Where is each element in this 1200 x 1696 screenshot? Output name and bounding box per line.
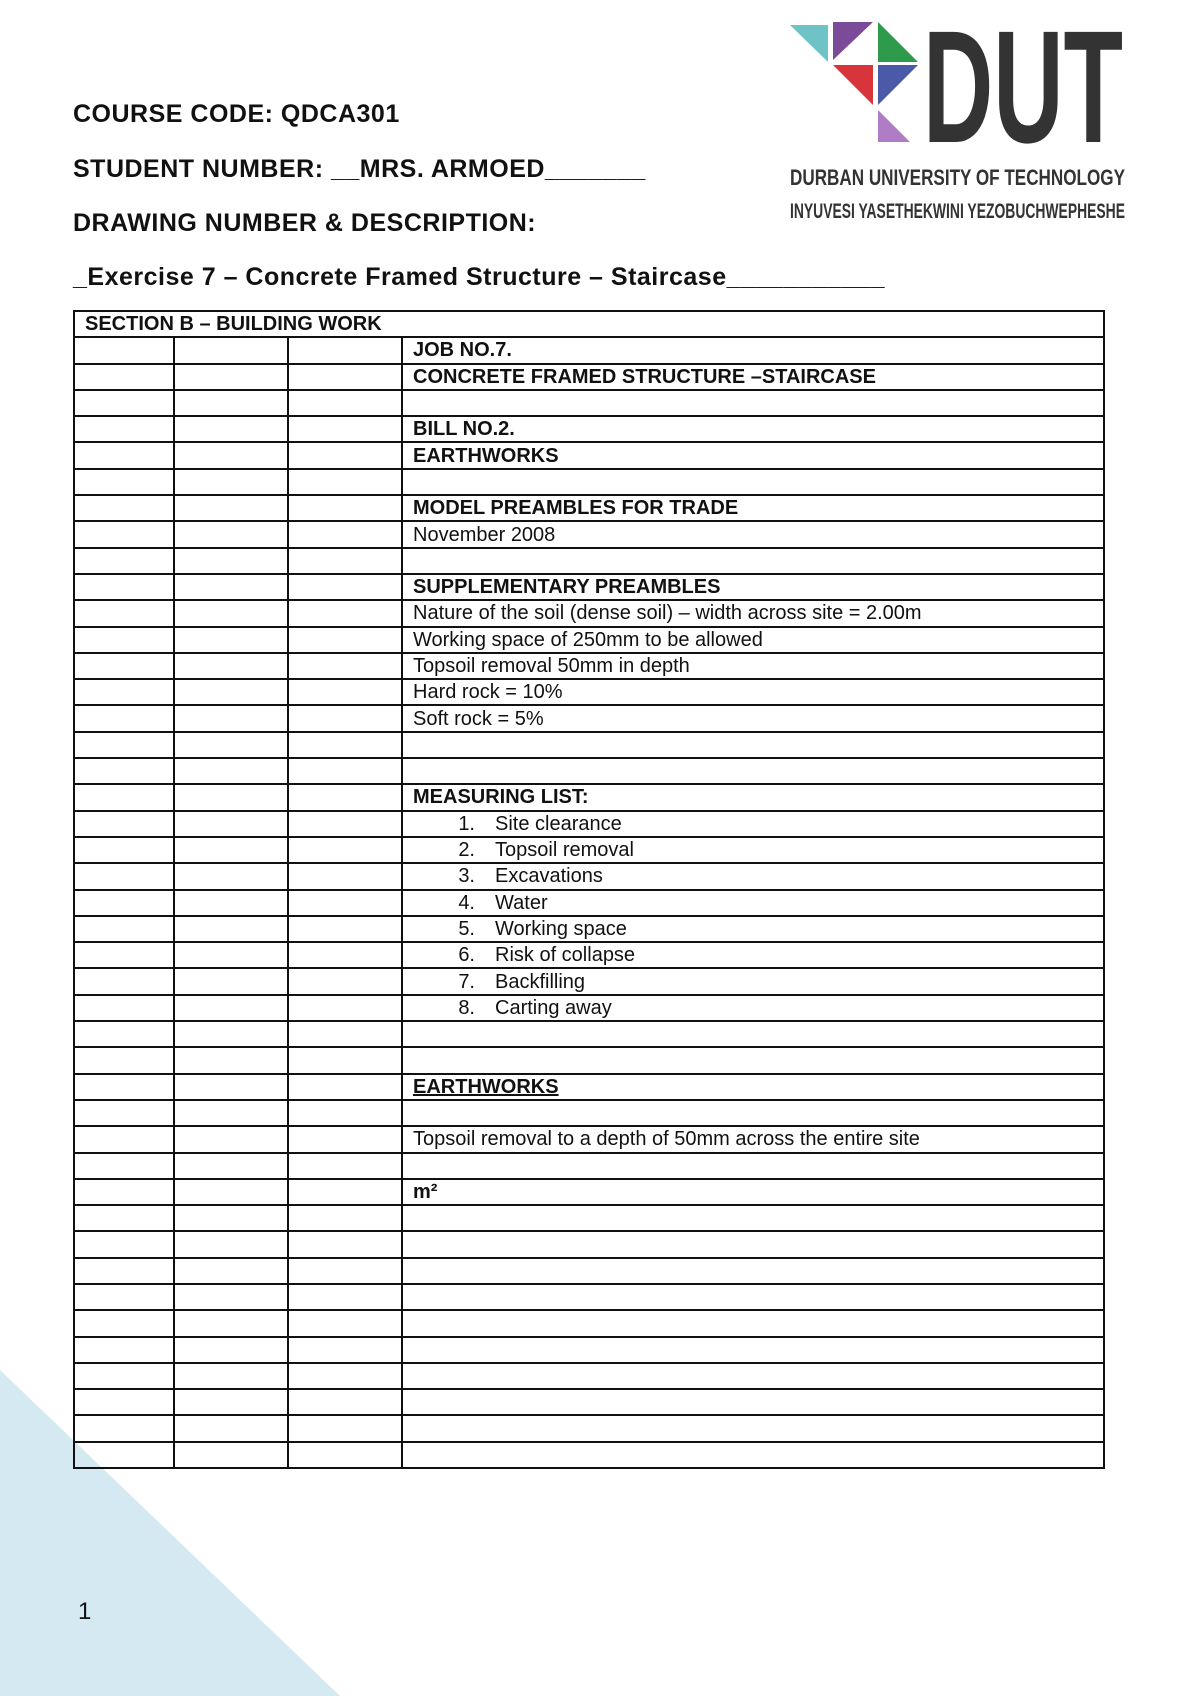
blank-cell bbox=[74, 679, 174, 705]
table-row bbox=[74, 732, 1104, 758]
drawing-label: DRAWING NUMBER & DESCRIPTION: bbox=[73, 209, 537, 237]
description-cell: EARTHWORKS bbox=[402, 442, 1104, 468]
blank-cell bbox=[74, 1389, 174, 1415]
blank-cell bbox=[288, 495, 402, 521]
blank-cell bbox=[174, 1153, 288, 1179]
description-cell: Hard rock = 10% bbox=[402, 679, 1104, 705]
blank-cell bbox=[174, 1021, 288, 1047]
blank-cell bbox=[74, 653, 174, 679]
blank-cell bbox=[288, 995, 402, 1021]
description-cell bbox=[402, 1337, 1104, 1363]
table-row bbox=[74, 890, 1104, 916]
description-cell bbox=[402, 942, 1104, 968]
list-item: Working space bbox=[495, 917, 627, 940]
course-code: COURSE CODE: QDCA301 bbox=[73, 100, 400, 128]
description-cell: JOB NO.7. bbox=[402, 337, 1104, 363]
description-cell bbox=[402, 1021, 1104, 1047]
blank-cell bbox=[74, 1415, 174, 1441]
blank-cell bbox=[174, 627, 288, 653]
blank-cell bbox=[288, 916, 402, 942]
section-title: SECTION B – BUILDING WORK bbox=[74, 311, 1104, 337]
description-cell: Topsoil removal 50mm in depth bbox=[402, 653, 1104, 679]
blank-cell bbox=[288, 627, 402, 653]
description-cell bbox=[402, 732, 1104, 758]
description-cell bbox=[402, 1415, 1104, 1441]
blank-cell bbox=[288, 416, 402, 442]
blank-cell bbox=[174, 1179, 288, 1205]
description-cell: BILL NO.2. bbox=[402, 416, 1104, 442]
description-cell: Working space of 250mm to be allowed bbox=[402, 627, 1104, 653]
blank-cell bbox=[74, 469, 174, 495]
list-item: Risk of collapse bbox=[495, 944, 636, 967]
table-row bbox=[74, 705, 1104, 731]
blank-cell bbox=[288, 1284, 402, 1310]
description-cell bbox=[402, 758, 1104, 784]
description-cell bbox=[402, 916, 1104, 942]
blank-cell bbox=[174, 1310, 288, 1336]
list-number: 6. bbox=[458, 944, 475, 967]
table-row bbox=[74, 942, 1104, 968]
table-row bbox=[74, 548, 1104, 574]
blank-cell bbox=[174, 1074, 288, 1100]
table-row bbox=[74, 521, 1104, 547]
bill-table bbox=[73, 310, 1105, 1469]
blank-cell bbox=[288, 337, 402, 363]
blank-cell bbox=[174, 1337, 288, 1363]
blank-cell bbox=[288, 1205, 402, 1231]
description-cell bbox=[402, 1284, 1104, 1310]
description-cell bbox=[402, 548, 1104, 574]
table-row bbox=[74, 1389, 1104, 1415]
blank-cell bbox=[174, 574, 288, 600]
table-row bbox=[74, 495, 1104, 521]
table-row bbox=[74, 1153, 1104, 1179]
blank-cell bbox=[288, 1258, 402, 1284]
blank-cell bbox=[74, 837, 174, 863]
table-row bbox=[74, 1047, 1104, 1073]
list-item: Excavations bbox=[495, 865, 603, 888]
blank-cell bbox=[74, 1205, 174, 1231]
blank-cell bbox=[74, 1021, 174, 1047]
blank-cell bbox=[288, 390, 402, 416]
description-cell bbox=[402, 1258, 1104, 1284]
blank-cell bbox=[174, 1126, 288, 1152]
blank-cell bbox=[174, 653, 288, 679]
list-number: 4. bbox=[458, 891, 475, 914]
blank-cell bbox=[74, 1337, 174, 1363]
description-cell bbox=[402, 968, 1104, 994]
blank-cell bbox=[74, 1284, 174, 1310]
blank-cell bbox=[288, 1337, 402, 1363]
blank-cell bbox=[174, 916, 288, 942]
blank-cell bbox=[174, 364, 288, 390]
list-number: 5. bbox=[458, 917, 475, 940]
blank-cell bbox=[288, 863, 402, 889]
description-cell: m² bbox=[402, 1179, 1104, 1205]
blank-cell bbox=[74, 1100, 174, 1126]
description-cell: November 2008 bbox=[402, 521, 1104, 547]
blank-cell bbox=[288, 1153, 402, 1179]
blank-cell bbox=[174, 548, 288, 574]
description-cell bbox=[402, 863, 1104, 889]
blank-cell bbox=[174, 890, 288, 916]
list-number: 1. bbox=[458, 812, 475, 835]
description-cell: SUPPLEMENTARY PREAMBLES bbox=[402, 574, 1104, 600]
blank-cell bbox=[174, 1415, 288, 1441]
table-row bbox=[74, 627, 1104, 653]
blank-cell bbox=[288, 574, 402, 600]
table-row bbox=[74, 863, 1104, 889]
list-item: Site clearance bbox=[495, 812, 622, 835]
blank-cell bbox=[288, 811, 402, 837]
blank-cell bbox=[74, 942, 174, 968]
blank-cell bbox=[174, 1284, 288, 1310]
blank-cell bbox=[74, 548, 174, 574]
table-row bbox=[74, 1258, 1104, 1284]
blank-cell bbox=[174, 811, 288, 837]
blank-cell bbox=[174, 1258, 288, 1284]
blank-cell bbox=[74, 863, 174, 889]
table-row bbox=[74, 916, 1104, 942]
list-item: Carting away bbox=[495, 996, 612, 1019]
blank-cell bbox=[288, 1442, 402, 1468]
blank-cell bbox=[174, 679, 288, 705]
description-cell: MEASURING LIST: bbox=[402, 784, 1104, 810]
blank-cell bbox=[288, 1389, 402, 1415]
table-row bbox=[74, 653, 1104, 679]
description-cell bbox=[402, 1389, 1104, 1415]
blank-cell bbox=[74, 1126, 174, 1152]
drawing-description: _Exercise 7 – Concrete Framed Structure – Staircase___________ bbox=[73, 263, 886, 291]
description-cell bbox=[402, 1047, 1104, 1073]
blank-cell bbox=[288, 705, 402, 731]
table-row bbox=[74, 1100, 1104, 1126]
blank-cell bbox=[174, 1389, 288, 1415]
blank-cell bbox=[174, 1442, 288, 1468]
blank-cell bbox=[288, 758, 402, 784]
blank-cell bbox=[74, 1231, 174, 1257]
list-item: Water bbox=[495, 891, 548, 914]
table-row bbox=[74, 469, 1104, 495]
blank-cell bbox=[288, 600, 402, 626]
blank-cell bbox=[74, 416, 174, 442]
blank-cell bbox=[288, 1415, 402, 1441]
table-row bbox=[74, 600, 1104, 626]
blank-cell bbox=[174, 416, 288, 442]
blank-cell bbox=[288, 1100, 402, 1126]
blank-cell bbox=[288, 364, 402, 390]
table-row bbox=[74, 1284, 1104, 1310]
blank-cell bbox=[174, 758, 288, 784]
blank-cell bbox=[288, 1310, 402, 1336]
blank-cell bbox=[288, 1047, 402, 1073]
blank-cell bbox=[74, 442, 174, 468]
blank-cell bbox=[174, 390, 288, 416]
blank-cell bbox=[174, 732, 288, 758]
table-row bbox=[74, 1126, 1104, 1152]
table-row bbox=[74, 968, 1104, 994]
blank-cell bbox=[74, 495, 174, 521]
blank-cell bbox=[288, 521, 402, 547]
blank-cell bbox=[288, 890, 402, 916]
blank-cell bbox=[288, 1179, 402, 1205]
blank-cell bbox=[174, 968, 288, 994]
blank-cell bbox=[174, 495, 288, 521]
blank-cell bbox=[74, 337, 174, 363]
table-row bbox=[74, 1337, 1104, 1363]
blank-cell bbox=[174, 469, 288, 495]
list-item: Backfilling bbox=[495, 970, 586, 993]
description-cell bbox=[402, 1205, 1104, 1231]
blank-cell bbox=[174, 995, 288, 1021]
blank-cell bbox=[174, 1231, 288, 1257]
table-row bbox=[74, 1179, 1104, 1205]
description-cell bbox=[402, 1442, 1104, 1468]
table-row bbox=[74, 1231, 1104, 1257]
blank-cell bbox=[174, 837, 288, 863]
blank-cell bbox=[74, 758, 174, 784]
table-row bbox=[74, 1205, 1104, 1231]
blank-cell bbox=[288, 968, 402, 994]
list-number: 3. bbox=[458, 865, 475, 888]
blank-cell bbox=[288, 1231, 402, 1257]
list-number: 8. bbox=[458, 996, 475, 1019]
section-row bbox=[74, 311, 1104, 337]
blank-cell bbox=[74, 784, 174, 810]
logo-line2: INYUVESI YASETHEKWINI YEZOBUCHWEPHESHE bbox=[790, 200, 1125, 223]
blank-cell bbox=[174, 942, 288, 968]
blank-cell bbox=[74, 1310, 174, 1336]
description-cell bbox=[402, 837, 1104, 863]
description-cell: Topsoil removal to a depth of 50mm across the entire site bbox=[402, 1126, 1104, 1152]
blank-cell bbox=[74, 1179, 174, 1205]
blank-cell bbox=[288, 1126, 402, 1152]
blank-cell bbox=[288, 469, 402, 495]
blank-cell bbox=[74, 1442, 174, 1468]
description-cell bbox=[402, 1153, 1104, 1179]
svg-text:DUT: DUT bbox=[923, 0, 1123, 176]
list-number: 7. bbox=[458, 970, 475, 993]
table-row bbox=[74, 1363, 1104, 1389]
blank-cell bbox=[74, 968, 174, 994]
blank-cell bbox=[288, 548, 402, 574]
blank-cell bbox=[288, 442, 402, 468]
page-number: 1 bbox=[78, 1598, 92, 1625]
description-cell: Soft rock = 5% bbox=[402, 705, 1104, 731]
blank-cell bbox=[74, 811, 174, 837]
student-number: STUDENT NUMBER: __MRS. ARMOED_______ bbox=[73, 155, 646, 183]
blank-cell bbox=[74, 574, 174, 600]
table-row bbox=[74, 390, 1104, 416]
description-cell bbox=[402, 469, 1104, 495]
blank-cell bbox=[74, 521, 174, 547]
description-cell bbox=[402, 1310, 1104, 1336]
blank-cell bbox=[74, 1363, 174, 1389]
blank-cell bbox=[288, 1021, 402, 1047]
blank-cell bbox=[74, 1047, 174, 1073]
blank-cell bbox=[174, 337, 288, 363]
description-cell bbox=[402, 1074, 1104, 1100]
table-row bbox=[74, 679, 1104, 705]
table-row bbox=[74, 784, 1104, 810]
blank-cell bbox=[174, 705, 288, 731]
blank-cell bbox=[174, 600, 288, 626]
description-cell bbox=[402, 1231, 1104, 1257]
blank-cell bbox=[74, 390, 174, 416]
table-row bbox=[74, 995, 1104, 1021]
blank-cell bbox=[288, 784, 402, 810]
blank-cell bbox=[288, 679, 402, 705]
table-row bbox=[74, 574, 1104, 600]
blank-cell bbox=[288, 732, 402, 758]
description-cell bbox=[402, 390, 1104, 416]
blank-cell bbox=[288, 837, 402, 863]
list-item: Topsoil removal bbox=[495, 839, 634, 862]
table-row bbox=[74, 837, 1104, 863]
blank-cell bbox=[74, 916, 174, 942]
description-cell bbox=[402, 1100, 1104, 1126]
blank-cell bbox=[174, 1100, 288, 1126]
blank-cell bbox=[174, 521, 288, 547]
blank-cell bbox=[74, 705, 174, 731]
blank-cell bbox=[174, 1047, 288, 1073]
blank-cell bbox=[288, 942, 402, 968]
blank-cell bbox=[174, 442, 288, 468]
blank-cell bbox=[288, 1074, 402, 1100]
description-cell: Nature of the soil (dense soil) – width across site = 2.00m bbox=[402, 600, 1104, 626]
table-row bbox=[74, 1074, 1104, 1100]
blank-cell bbox=[288, 1363, 402, 1389]
blank-cell bbox=[74, 600, 174, 626]
blank-cell bbox=[174, 1205, 288, 1231]
blank-cell bbox=[74, 732, 174, 758]
logo-line1: DURBAN UNIVERSITY OF TECHNOLOGY bbox=[790, 165, 1126, 190]
list-number: 2. bbox=[458, 839, 475, 862]
blank-cell bbox=[74, 995, 174, 1021]
table-row bbox=[74, 337, 1104, 363]
table-row bbox=[74, 811, 1104, 837]
blank-cell bbox=[74, 364, 174, 390]
blank-cell bbox=[288, 653, 402, 679]
blank-cell bbox=[174, 1363, 288, 1389]
table-row bbox=[74, 1442, 1104, 1468]
table-row bbox=[74, 442, 1104, 468]
table-row bbox=[74, 364, 1104, 390]
blank-cell bbox=[174, 863, 288, 889]
dut-logo bbox=[788, 0, 1128, 230]
table-row bbox=[74, 1310, 1104, 1336]
blank-cell bbox=[174, 784, 288, 810]
blank-cell bbox=[74, 1074, 174, 1100]
heading-text: EARTHWORKS bbox=[413, 1075, 559, 1098]
description-cell: CONCRETE FRAMED STRUCTURE –STAIRCASE bbox=[402, 364, 1104, 390]
blank-cell bbox=[74, 1258, 174, 1284]
table-row bbox=[74, 1021, 1104, 1047]
description-cell bbox=[402, 890, 1104, 916]
blank-cell bbox=[74, 627, 174, 653]
description-cell bbox=[402, 811, 1104, 837]
description-cell: MODEL PREAMBLES FOR TRADE bbox=[402, 495, 1104, 521]
blank-cell bbox=[74, 1153, 174, 1179]
description-cell bbox=[402, 1363, 1104, 1389]
table-row bbox=[74, 758, 1104, 784]
table-row bbox=[74, 416, 1104, 442]
description-cell bbox=[402, 995, 1104, 1021]
table-row bbox=[74, 1415, 1104, 1441]
blank-cell bbox=[74, 890, 174, 916]
